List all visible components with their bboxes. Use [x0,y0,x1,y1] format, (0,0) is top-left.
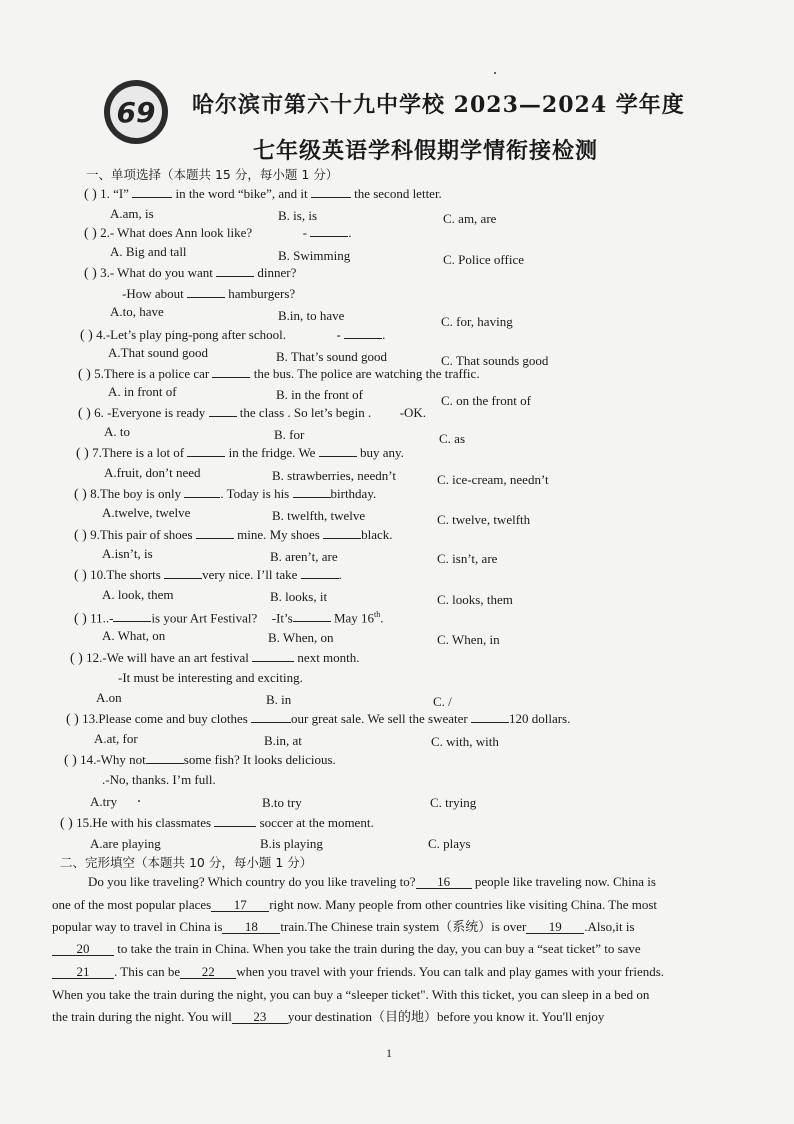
blank-18[interactable]: 18 [222,920,280,934]
answer-paren[interactable]: ( ) [74,528,87,543]
blank-19[interactable]: 19 [526,920,584,934]
option-b: B. is, is [278,208,318,223]
blank[interactable] [209,416,237,417]
blank[interactable] [113,621,151,622]
blank[interactable] [293,497,331,498]
option-a: A. What, on [102,628,166,643]
option-b: B. looks, it [270,589,328,604]
question-12: ( ) 12.-We will have an art festival next month. [70,650,360,666]
blank[interactable] [344,338,382,339]
blank[interactable] [196,538,234,539]
passage-line: the train during the night. You will 23 your destination（目的地）before you know it. You'll enjoy [52,1009,605,1024]
answer-paren[interactable]: ( ) [60,816,73,831]
question-10: ( ) 10.The shorts very nice. I’ll take . [74,567,342,583]
answer-paren[interactable]: ( ) [64,753,77,768]
blank[interactable] [319,456,357,457]
blank[interactable] [251,722,291,723]
blank[interactable] [132,197,172,198]
blank[interactable] [146,763,184,764]
option-b: B. in [266,692,292,707]
school-logo [104,80,168,144]
blank-16[interactable]: 16 [416,875,472,889]
question-4: ( ) 4.-Let’s play ping-pong after school. - . [80,327,386,343]
blank[interactable] [311,197,351,198]
page-title: 哈尔滨市第六十九中学校 2023—2024 学年度 [192,92,685,118]
option-c: C. isn’t, are [437,551,498,566]
blank[interactable] [323,538,361,539]
blank[interactable] [187,456,225,457]
blank[interactable] [216,276,254,277]
school-emblem-icon: 69 [110,86,162,138]
option-c: C. with, with [431,734,499,749]
option-b: B.is playing [260,836,323,851]
passage-line: 21 . This can be 22 when you travel with your friends. You can talk and play games with your friends. [52,964,664,980]
question-6: ( ) 6. -Everyone is ready the class . So let’s begin . -OK. [78,405,427,421]
question-14: ( ) 14.-Why not some fish? It looks delicious. [64,752,336,768]
blank[interactable] [187,297,225,298]
blank[interactable] [214,826,256,827]
scan-speck [138,800,140,802]
option-b: B. for [274,427,305,442]
question-3-line2: -How about hamburgers? [122,286,296,301]
question-13: ( ) 13.Please come and buy clothes our great sale. We sell the sweater 120 dollars. [66,711,571,727]
blank-23[interactable]: 23 [232,1010,288,1024]
section2-heading: 二、完形填空（本题共 10 分，每小题 1 分） [60,855,313,870]
option-b: B. When, on [268,630,334,645]
option-a: A.That sound good [108,345,209,360]
option-c: C. ice-cream, needn’t [437,472,549,487]
question-12-line2: -It must be interesting and exciting. [118,670,303,685]
option-b: B. That’s sound good [276,349,387,364]
question-1: ( ) 1. “I” in the word “bike”, and it the second letter. [84,186,442,202]
blank[interactable] [164,578,202,579]
option-a: A.am, is [110,206,154,221]
option-a: A. look, them [102,587,174,602]
question-14-line2: .-No, thanks. I’m full. [102,772,216,787]
option-a: A.isn’t, is [102,546,153,561]
option-c: C. Police office [443,252,524,267]
option-a: A.on [96,690,122,705]
option-b: B.in, at [264,733,302,748]
answer-paren[interactable]: ( ) [84,266,97,281]
blank[interactable] [252,661,294,662]
answer-paren[interactable]: ( ) [74,611,87,627]
blank[interactable] [293,621,331,622]
option-c: C. twelve, twelfth [437,512,531,527]
answer-paren[interactable]: ( ) [74,568,87,583]
option-b: B. twelfth, twelve [272,508,366,523]
option-c: C. as [439,431,465,446]
blank[interactable] [471,722,509,723]
option-c: C. / [433,694,452,709]
question-9: ( ) 9.This pair of shoes mine. My shoes black. [74,527,393,543]
blank-22[interactable]: 22 [180,965,236,979]
passage-line: 20 to take the train in China. When you take the train during the day, you can buy a “seat ticket” to save [52,941,641,957]
option-c: C. looks, them [437,592,513,607]
answer-paren[interactable]: ( ) [66,712,79,727]
option-c: C. for, having [441,314,513,329]
page-number: 1 [386,1046,392,1060]
blank[interactable] [184,497,220,498]
blank[interactable] [301,578,339,579]
option-b: B. aren’t, are [270,549,338,564]
option-b: B.to try [262,795,302,810]
option-c: C. on the front of [441,393,531,408]
passage-line: When you take the train during the night, you can buy a “sleeper ticket". With this ticket, you can sleep in a bed on [52,987,650,1002]
passage-line: Do you like traveling? Which country do you like traveling to? 16 people like traveling now. China is [88,874,656,889]
question-3: ( ) 3.- What do you want dinner? [84,265,297,281]
option-b: B. in the front of [276,387,364,402]
option-c: C. trying [430,795,477,810]
option-b: B.in, to have [278,308,345,323]
answer-paren[interactable]: ( ) [78,406,91,421]
question-11: ( ) 11..- is your Art Festival? -It’s May 16th. [74,610,384,627]
answer-paren[interactable]: ( ) [76,446,89,461]
question-15: ( ) 15.He with his classmates soccer at the moment. [60,815,374,831]
question-2: ( ) 2.- What does Ann look like? - . [84,225,352,241]
scan-speck [494,72,496,74]
answer-paren[interactable]: ( ) [84,187,97,202]
option-a: A.fruit, don’t need [104,465,201,480]
option-a: A. Big and tall [110,244,187,259]
blank-21[interactable]: 21 [52,965,114,979]
question-8: ( ) 8.The boy is only . Today is his birthday. [74,486,377,502]
answer-paren[interactable]: ( ) [78,367,91,382]
passage-line: popular way to travel in China is 18 train.The Chinese train system（系统）is over 19 .Also,it is [52,919,635,934]
section1-heading: 一、单项选择（本题共 15 分，每小题 1 分） [86,167,339,182]
answer-paren[interactable]: ( ) [74,487,87,502]
blank-20[interactable]: 20 [52,942,114,956]
question-5: ( ) 5.There is a police car the bus. The police are watching the traffic. [78,366,480,382]
option-a: A. to [104,424,130,439]
answer-paren[interactable]: ( ) [84,226,97,241]
option-a: A.to, have [110,304,164,319]
option-a: A.at, for [94,731,138,746]
option-c: C. am, are [443,211,497,226]
option-b: B. strawberries, needn’t [272,468,396,483]
passage-line: one of the most popular places 17 right now. Many people from other countries like visiting China. The most [52,897,657,912]
option-a: A.twelve, twelve [102,505,191,520]
answer-paren[interactable]: ( ) [80,328,93,343]
option-b: B. Swimming [278,248,351,263]
option-c: C. When, in [437,632,500,647]
blank-17[interactable]: 17 [211,898,269,912]
question-7: ( ) 7.There is a lot of in the fridge. We buy any. [76,445,404,461]
answer-paren[interactable]: ( ) [70,651,83,666]
option-a: A. in front of [108,384,177,399]
option-a: A.try [90,794,118,809]
blank[interactable] [310,236,348,237]
blank[interactable] [212,377,250,378]
option-c: C. That sounds good [441,353,549,368]
page-subtitle: 七年级英语学科假期学情衔接检测 [253,138,599,164]
option-a: A.are playing [90,836,161,851]
option-c: C. plays [428,836,471,851]
